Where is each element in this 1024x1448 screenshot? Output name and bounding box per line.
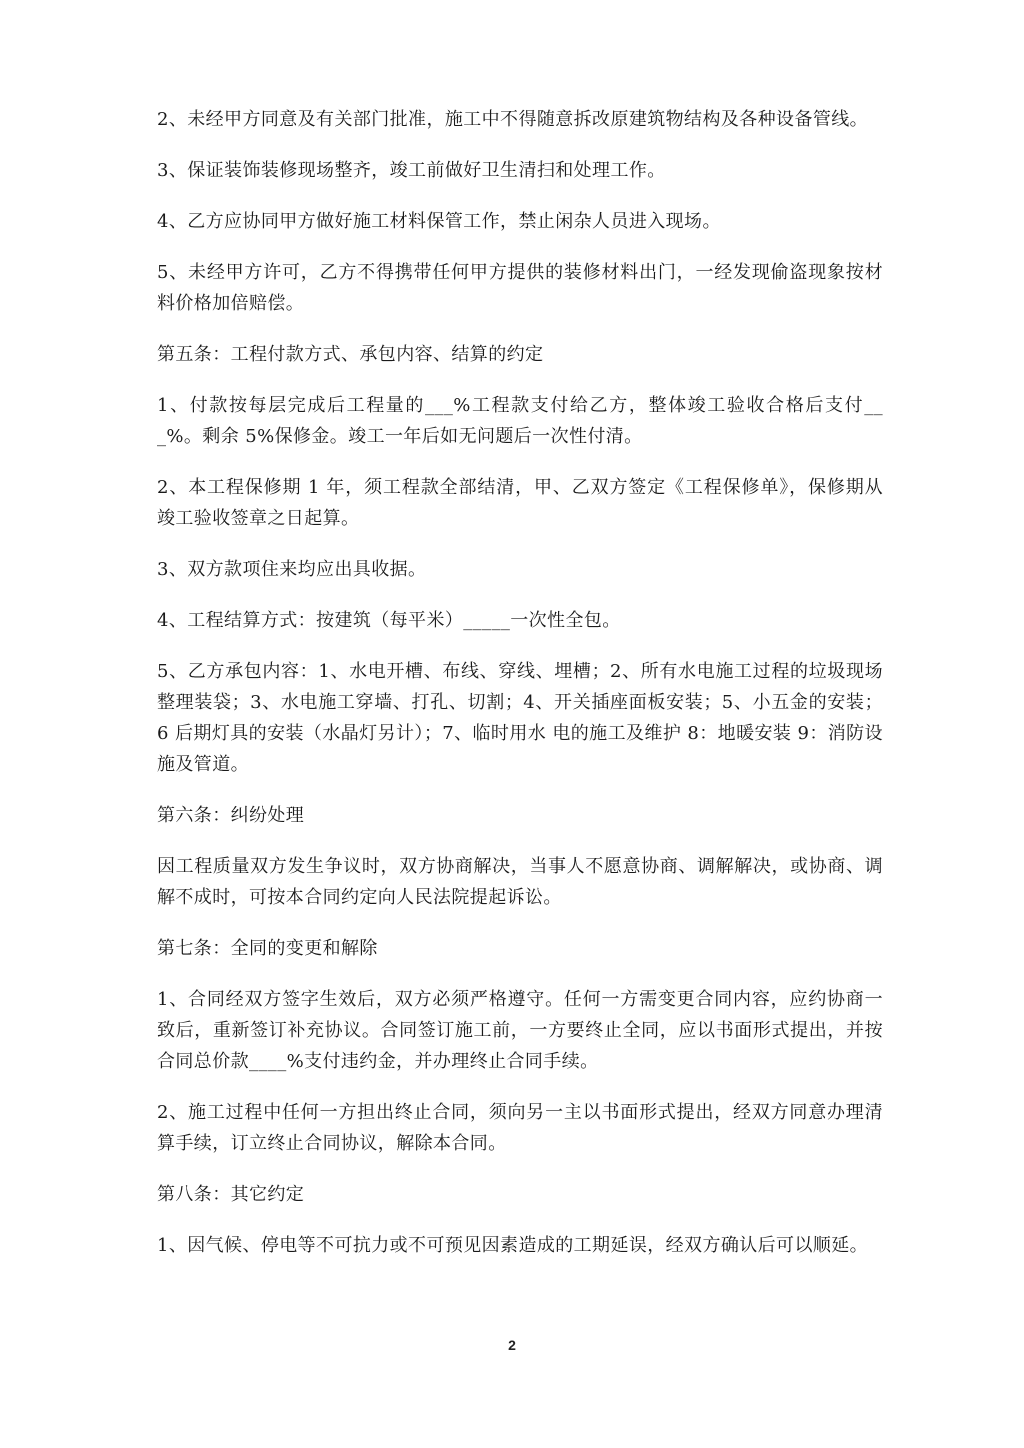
page-number: 2 (508, 1337, 516, 1353)
document-body (157, 104, 883, 1281)
clause-7-item-1: 1、合同经双方签字生效后，双方必须严格遵守。任何一方需变更合同内容，应约协商一致后，重新签订补充协议。合同签订施工前，一方要终止全同，应以书面形式提出，并按合同总价款____%支付违约金，并办理终止合同手续。 (157, 989, 883, 1072)
clause-6-heading: 第六条：纠纷处理 (157, 805, 305, 826)
clause-7-heading: 第七条：全同的变更和解除 (157, 938, 378, 959)
clause-4-item-2: 2、未经甲方同意及有关部门批准，施工中不得随意拆改原建筑物结构及各种设备管线。 (157, 109, 869, 130)
clause-8-item-1: 1、因气候、停电等不可抗力或不可预见因素造成的工期延误，经双方确认后可以顺延。 (157, 1235, 869, 1256)
clause-4-item-3: 3、保证装饰装修现场整齐，竣工前做好卫生清扫和处理工作。 (157, 160, 666, 181)
clause-7-item-2: 2、施工过程中任何一方担出终止合同，须向另一主以书面形式提出，经双方同意办理清算手续，订立终止合同协议，解除本合同。 (157, 1102, 883, 1154)
clause-4-item-4: 4、乙方应协同甲方做好施工材料保管工作，禁止闲杂人员进入现场。 (157, 211, 721, 232)
clause-4-item-5: 5、未经甲方许可，乙方不得携带任何甲方提供的装修材料出门，一经发现偷盗现象按材料价格加倍赔偿。 (157, 262, 883, 314)
clause-5-item-1: 1、付款按每层完成后工程量的___%工程款支付给乙方，整体竣工验收合格后支付___%。剩余 5%保修金。竣工一年后如无问题后一次性付清。 (157, 395, 883, 447)
clause-5-item-3: 3、双方款项住来均应出具收据。 (157, 559, 427, 580)
clause-8-heading: 第八条：其它约定 (157, 1184, 305, 1205)
clause-5-item-4: 4、工程结算方式：按建筑（每平米）_____一次性全包。 (157, 610, 621, 631)
clause-5-heading: 第五条：工程付款方式、承包内容、结算的约定 (157, 344, 544, 365)
clause-5-item-5: 5、乙方承包内容：1、水电开槽、布线、穿线、埋槽；2、所有水电施工过程的垃圾现场整理装袋；3、水电施工穿墙、打孔、切割；4、开关插座面板安装；5、小五金的安装；6 后期灯具的安装（水晶灯另计）；7、临时用水 电的施工及维护 8：地暖安装 9：消防设施及管道。 (157, 661, 883, 775)
clause-6-body: 因工程质量双方发生争议时，双方协商解决，当事人不愿意协商、调解解决，或协商、调解不成时，可按本合同约定向人民法院提起诉讼。 (157, 856, 883, 908)
clause-5-item-2: 2、本工程保修期 1 年，须工程款全部结清，甲、乙双方签定《工程保修单》，保修期从竣工验收签章之日起算。 (157, 477, 883, 529)
